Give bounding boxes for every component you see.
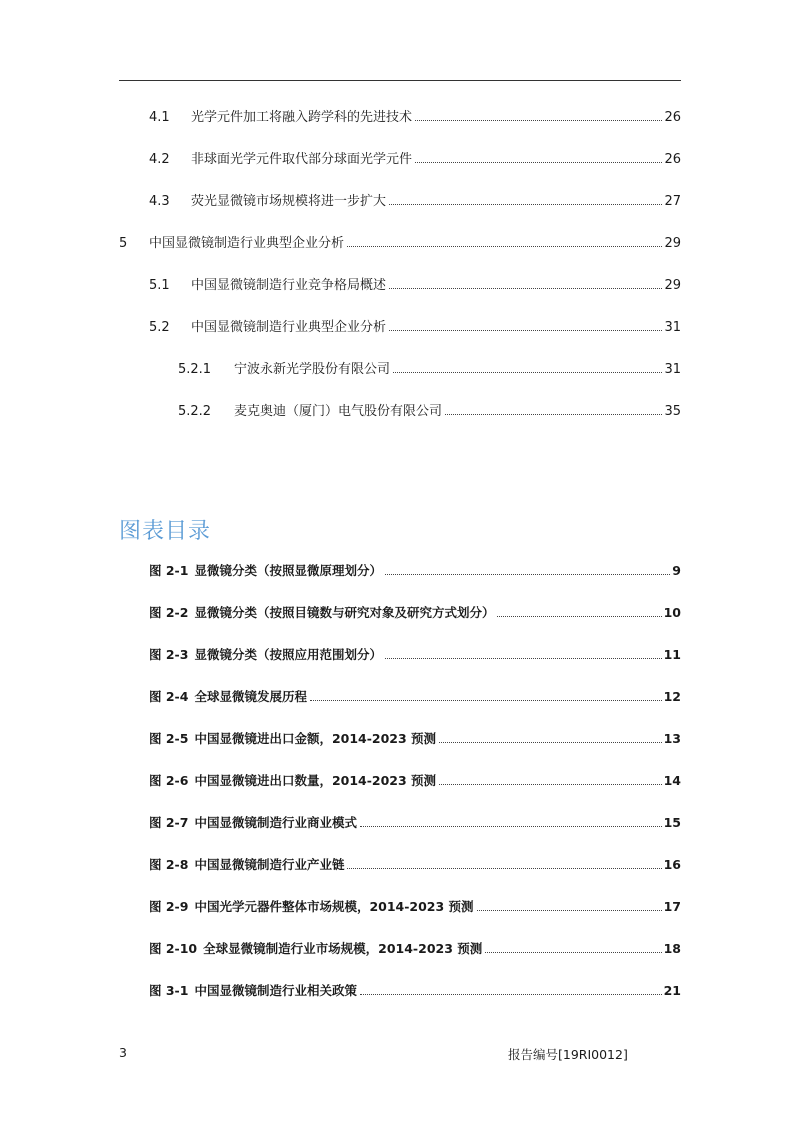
figure-entry[interactable] — [149, 562, 681, 580]
figure-entry[interactable] — [149, 604, 681, 622]
toc-entry-title: 中国显微镜制造行业典型企业分析 — [149, 236, 345, 251]
figure-entry-number: 图 2-2 — [149, 605, 189, 620]
figure-entry-number: 图 2-6 — [149, 773, 189, 788]
toc-entry-page: 31 — [664, 320, 681, 335]
figure-leader — [310, 700, 662, 701]
figure-entry-title: 中国显微镜进出口数量，2014-2023 预测 — [194, 773, 437, 788]
toc-entry-page: 26 — [664, 152, 681, 167]
toc-entry-page: 31 — [664, 362, 681, 377]
figure-leader — [385, 658, 662, 659]
figure-leader — [347, 868, 661, 869]
toc-leader — [389, 204, 662, 205]
figure-entry-page: 18 — [663, 941, 681, 956]
toc-entry-number: 4.3 — [149, 194, 170, 209]
figure-entry-number: 图 2-9 — [149, 899, 189, 914]
toc-entry-number: 5.2 — [149, 320, 170, 335]
figure-leader — [385, 574, 670, 575]
toc-entry-page: 29 — [664, 236, 681, 251]
header-rule — [119, 80, 681, 81]
toc-leader — [347, 246, 662, 247]
figure-entry-title: 显微镜分类（按照显微原理划分） — [194, 563, 382, 578]
figure-entry[interactable] — [149, 688, 681, 706]
toc-leader — [415, 162, 662, 163]
figure-entry-page: 16 — [663, 857, 681, 872]
figure-entry-title: 全球显微镜发展历程 — [194, 689, 307, 704]
figure-leader — [360, 826, 662, 827]
figure-entry[interactable] — [149, 646, 681, 664]
figures-heading: 图表目录 — [119, 519, 212, 544]
toc-entry[interactable] — [119, 235, 681, 253]
figure-leader — [485, 952, 661, 953]
figure-entry[interactable] — [149, 856, 681, 874]
figure-leader — [477, 910, 662, 911]
figure-entry-page: 12 — [663, 689, 681, 704]
figure-leader — [497, 616, 661, 617]
toc-entry[interactable] — [149, 193, 681, 211]
toc-entry[interactable] — [178, 361, 681, 379]
figure-entry-number: 图 2-7 — [149, 815, 189, 830]
toc-entry-title: 荧光显微镜市场规模将进一步扩大 — [191, 194, 387, 209]
figure-entry-title: 中国显微镜进出口金额，2014-2023 预测 — [194, 731, 437, 746]
toc-entry-page: 35 — [664, 404, 681, 419]
toc-entry[interactable] — [149, 319, 681, 337]
figure-entry-title: 显微镜分类（按照应用范围划分） — [194, 647, 382, 662]
toc-entry[interactable] — [149, 151, 681, 169]
figure-entry-title: 中国显微镜制造行业产业链 — [194, 857, 345, 872]
toc-entry-title: 麦克奥迪（厦门）电气股份有限公司 — [234, 404, 443, 419]
toc-leader — [445, 414, 662, 415]
figure-entry-page: 14 — [663, 773, 681, 788]
figure-entry-title: 全球显微镜制造行业市场规模，2014-2023 预测 — [203, 941, 483, 956]
toc-entry-page: 27 — [664, 194, 681, 209]
figure-entry[interactable] — [149, 940, 681, 958]
footer-page-number: 3 — [119, 1045, 127, 1060]
figure-entry-title: 中国显微镜制造行业相关政策 — [194, 983, 357, 998]
toc-entry-title: 非球面光学元件取代部分球面光学元件 — [191, 152, 413, 167]
toc-leader — [393, 372, 662, 373]
toc-entry-number: 5.2.1 — [178, 362, 212, 377]
figure-entry-page: 9 — [672, 563, 681, 578]
figure-entry-title: 显微镜分类（按照目镜数与研究对象及研究方式划分） — [194, 605, 495, 620]
toc-entry[interactable] — [149, 109, 681, 127]
toc-entry-page: 29 — [664, 278, 681, 293]
toc-entry[interactable] — [149, 277, 681, 295]
figure-entry-number: 图 2-8 — [149, 857, 189, 872]
figure-entry[interactable] — [149, 772, 681, 790]
figure-leader — [439, 784, 662, 785]
toc-entry-number: 4.2 — [149, 152, 170, 167]
toc-entry-number: 5.1 — [149, 278, 170, 293]
figure-entry-number: 图 2-4 — [149, 689, 189, 704]
toc-entry-title: 中国显微镜制造行业竞争格局概述 — [191, 278, 387, 293]
figure-leader — [360, 994, 662, 995]
figure-entry[interactable] — [149, 814, 681, 832]
toc-entry-title: 光学元件加工将融入跨学科的先进技术 — [191, 110, 413, 125]
figure-entry[interactable] — [149, 982, 681, 1000]
figure-entry[interactable] — [149, 730, 681, 748]
toc-leader — [389, 288, 662, 289]
figure-entry-number: 图 2-10 — [149, 941, 198, 956]
toc-leader — [415, 120, 662, 121]
figure-entry-number: 图 2-5 — [149, 731, 189, 746]
toc-entry[interactable] — [178, 403, 681, 421]
toc-entry-title: 宁波永新光学股份有限公司 — [234, 362, 391, 377]
figure-entry-title: 中国光学元器件整体市场规模，2014-2023 预测 — [194, 899, 474, 914]
figure-entry-number: 图 2-1 — [149, 563, 189, 578]
figure-entry-title: 中国显微镜制造行业商业模式 — [194, 815, 357, 830]
figure-leader — [439, 742, 662, 743]
figure-entry-number: 图 2-3 — [149, 647, 189, 662]
toc-leader — [389, 330, 662, 331]
figure-entry-number: 图 3-1 — [149, 983, 189, 998]
figure-entry-page: 11 — [663, 647, 681, 662]
figure-entry-page: 13 — [663, 731, 681, 746]
figure-entry-page: 15 — [663, 815, 681, 830]
toc-entry-number: 4.1 — [149, 110, 170, 125]
figure-entry[interactable] — [149, 898, 681, 916]
figure-entry-page: 21 — [663, 983, 681, 998]
toc-entry-number: 5 — [119, 236, 128, 251]
toc-entry-page: 26 — [664, 110, 681, 125]
toc-entry-title: 中国显微镜制造行业典型企业分析 — [191, 320, 387, 335]
toc-entry-number: 5.2.2 — [178, 404, 212, 419]
figure-entry-page: 10 — [663, 605, 681, 620]
footer-report-id: 报告编号[19RI0012] — [508, 1047, 628, 1062]
figure-entry-page: 17 — [663, 899, 681, 914]
